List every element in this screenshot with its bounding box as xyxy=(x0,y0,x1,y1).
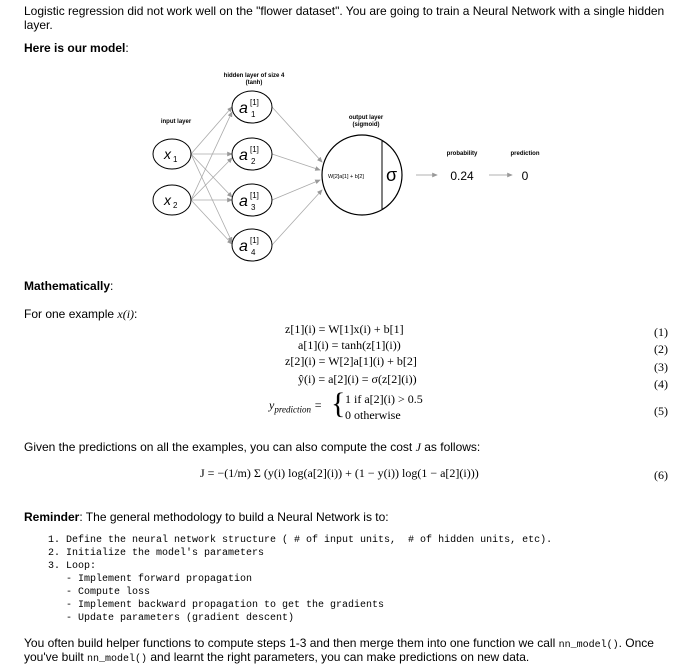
step-2: 2. Initialize the model's parameters xyxy=(48,548,265,559)
model-heading-label: Here is our model xyxy=(24,41,126,55)
output-formula: W[2]a[1] + b[2] xyxy=(328,174,364,180)
example-variable: x(i) xyxy=(117,307,135,321)
prediction-label: prediction xyxy=(510,151,540,157)
output-layer-title: output layer xyxy=(348,115,384,121)
intro-line-2: layer. xyxy=(24,18,53,32)
equation-2-number: (2) xyxy=(654,342,668,356)
step-3-d: - Update parameters (gradient descent) xyxy=(48,613,295,624)
cost-equation-number: (6) xyxy=(654,468,668,482)
output-node xyxy=(322,135,402,215)
for-one-example-text: For one example xyxy=(24,307,115,321)
math-heading xyxy=(24,279,113,293)
equation-2: a[1](i) = tanh(z[1](i)) xyxy=(298,338,401,352)
outro-text-1: You often build helper functions to compute steps 1-3 and then merge them into one function we call xyxy=(24,636,559,650)
svg-text:x: x xyxy=(164,146,171,162)
nn-diagram xyxy=(0,62,673,272)
math-heading-colon: : xyxy=(110,279,114,293)
nn-model-code: nn_model() xyxy=(558,640,619,651)
hidden-output-connections xyxy=(272,107,322,245)
svg-text:a: a xyxy=(239,100,248,117)
hidden-node-a4 xyxy=(232,229,272,261)
equation-5-number: (5) xyxy=(654,404,668,418)
hidden-node-a1 xyxy=(232,91,272,123)
equation-5-case-2: 0 otherwise xyxy=(345,408,401,422)
output-layer-activation: (sigmoid) xyxy=(352,122,380,128)
svg-text:2: 2 xyxy=(173,201,178,210)
reminder-label: Reminder xyxy=(24,510,80,524)
svg-text:[1]: [1] xyxy=(250,236,259,245)
svg-text:a: a xyxy=(239,238,248,255)
svg-text:[1]: [1] xyxy=(250,191,259,200)
nn-model-code-2: nn_model() xyxy=(87,654,148,665)
svg-text:a: a xyxy=(239,193,248,210)
equation-1-number: (1) xyxy=(654,325,668,339)
equation-5-case-1: 1 if a[2](i) > 0.5 xyxy=(345,392,423,406)
model-heading xyxy=(24,41,129,55)
given-text xyxy=(24,440,480,454)
cost-equation: J = −(1/m) Σ (y(i) log(a[2](i)) + (1 − y(i)) log(1 − a[2](i))) xyxy=(200,466,479,480)
svg-text:3: 3 xyxy=(251,203,256,212)
cost-symbol: J xyxy=(415,440,421,454)
hidden-node-a2 xyxy=(232,138,272,170)
svg-text:1: 1 xyxy=(251,110,256,119)
reminder-text: : The general methodology to build a Neural Network is to: xyxy=(79,510,389,524)
svg-text:1: 1 xyxy=(173,155,178,164)
step-3-c: - Implement backward propagation to get the gradients xyxy=(48,600,385,611)
hidden-node-a3 xyxy=(232,184,272,216)
equation-4-number: (4) xyxy=(654,377,668,391)
svg-text:2: 2 xyxy=(251,157,256,166)
reminder xyxy=(24,510,389,524)
outro-line-2 xyxy=(24,650,529,667)
svg-text:a: a xyxy=(239,147,248,164)
math-heading-label: Mathematically xyxy=(24,279,111,293)
outro-text-4: and learnt the right parameters, you can make predictions on new data. xyxy=(147,650,530,664)
equation-5-brace: { xyxy=(331,387,346,420)
step-1: 1. Define the neural network structure ( # of input units, # of hidden units, etc). xyxy=(48,535,553,546)
prediction-value: 0 xyxy=(521,169,529,183)
input-node-x1 xyxy=(153,139,191,169)
probability-value: 0.24 xyxy=(450,169,474,183)
equation-4: ŷ(i) = a[2](i) = σ(z[2](i)) xyxy=(298,372,417,386)
outro-text-2: . Once xyxy=(618,636,654,650)
svg-text:4: 4 xyxy=(251,248,256,257)
svg-text:x: x xyxy=(164,192,171,208)
equation-3-number: (3) xyxy=(654,360,668,374)
step-3-b: - Compute loss xyxy=(48,587,151,598)
step-3: 3. Loop: xyxy=(48,561,97,572)
equation-5-lhs: $y_{prediction}$ = xyxy=(269,398,323,415)
for-one-example: For one example x(i): xyxy=(24,307,138,321)
input-hidden-connections xyxy=(191,107,232,244)
input-layer-title: input layer xyxy=(160,119,192,125)
svg-text:[1]: [1] xyxy=(250,98,259,107)
hidden-layer-title: hidden layer of size 4 xyxy=(223,73,285,79)
step-3-a: - Implement forward propagation xyxy=(48,574,253,585)
given-text-body: Given the predictions on all the examples, you can also compute the cost xyxy=(24,440,413,454)
sigma-icon: σ xyxy=(386,165,398,185)
input-node-x2 xyxy=(153,185,191,215)
outro-text-3: you've built xyxy=(24,650,87,664)
equation-1: z[1](i) = W[1]x(i) + b[1] xyxy=(285,322,404,336)
given-text-tail: as follows: xyxy=(424,440,481,454)
equation-3: z[2](i) = W[2]a[1](i) + b[2] xyxy=(285,354,417,368)
hidden-layer-activation: (tanh) xyxy=(245,80,263,86)
intro-line-1: Logistic regression did not work well on the "flower dataset". You are going to train a Neural Network with a single hidden xyxy=(24,4,665,18)
model-heading-colon: : xyxy=(125,41,129,55)
probability-label: probability xyxy=(446,151,478,157)
svg-text:[1]: [1] xyxy=(250,145,259,154)
